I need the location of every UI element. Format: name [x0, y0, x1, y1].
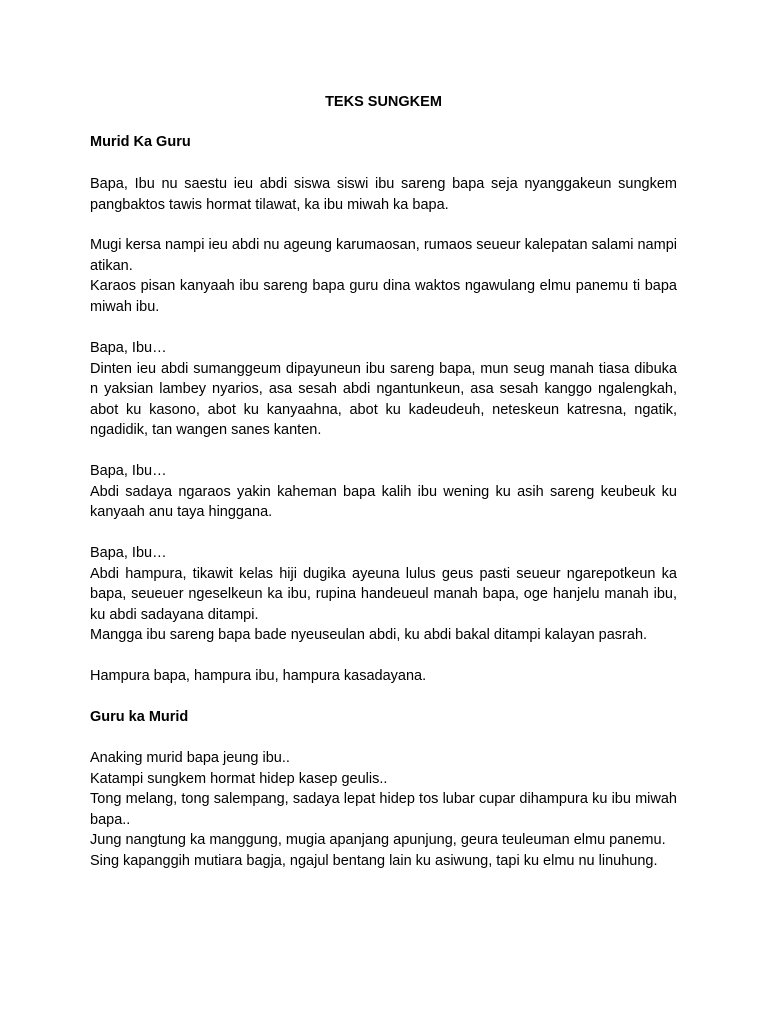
- paragraph-text: Anaking murid bapa jeung ibu..: [90, 750, 290, 766]
- paragraph-text: Sing kapanggih mutiara bagja, ngajul bentang lain ku asiwung, tapi ku elmu nu linuhung.: [90, 852, 658, 869]
- paragraph-text: Abdi hampura, tikawit kelas hiji dugika ayeuna lulus geus pasti seueur ngarepotkeun ka bapa, seueuer ngeselkeun ka ibu, rupina handeueul manah bapa, oge hanjelu manah ibu, ku abdi sadayana ditampi.: [90, 565, 677, 623]
- paragraph-1: [90, 174, 677, 215]
- paragraph-text: Bapa, Ibu nu saestu ieu abdi siswa siswi ibu sareng bapa seja nyanggakeun sungkem pangbaktos tawis hormat tilawat, ka ibu miwah ka bapa.: [90, 176, 677, 213]
- paragraph-text: Bapa, Ibu…: [90, 340, 167, 356]
- paragraph-text: Mugi kersa nampi ieu abdi nu ageung karumaosan, rumaos seueur kalepatan salami nampi atikan.: [90, 237, 677, 274]
- paragraph-text: Jung nangtung ka manggung, mugia apanjang apunjung, geura teuleuman elmu panemu.: [90, 832, 666, 848]
- paragraph-text: Bapa, Ibu…: [90, 545, 167, 561]
- document-page: [90, 0, 677, 1024]
- paragraph-4: [90, 461, 677, 523]
- paragraph-3: [90, 338, 677, 441]
- paragraph-text: Hampura bapa, hampura ibu, hampura kasadayana.: [90, 668, 427, 684]
- section-heading-guru-ka-murid: Guru ka Murid: [90, 709, 189, 725]
- paragraph-text: Katampi sungkem hormat hidep kasep geulis..: [90, 770, 388, 787]
- paragraph-text: Karaos pisan kanyaah ibu sareng bapa guru dina waktos ngawulang elmu panemu ti bapa miwah ibu.: [90, 278, 677, 315]
- paragraph-text: Mangga ibu sareng bapa bade nyeuseulan abdi, ku abdi bakal ditampi kalayan pasrah.: [90, 627, 648, 643]
- paragraph-5: [90, 543, 677, 646]
- document-title: TEKS SUNGKEM: [325, 94, 442, 110]
- section-heading-murid-ka-guru: Murid Ka Guru: [90, 134, 191, 150]
- paragraph-6: [90, 666, 677, 687]
- paragraph-text: Tong melang, tong salempang, sadaya lepat hidep tos lubar cupar dihampura ku ibu miwah bapa..: [90, 791, 677, 828]
- paragraph-text: Bapa, Ibu…: [90, 463, 167, 479]
- paragraph-2: [90, 235, 677, 317]
- paragraph-text: Dinten ieu abdi sumanggeum dipayuneun ibu sareng bapa, mun seug manah tiasa dibuka n yaksian lambey nyarios, asa sesah abdi ngantunkeun, asa sesah kanggo ngalengkah, abot ku kasono, abot ku kanyaahna, abot ku kadeudeuh, neteskeun katresna, ngatik, ngadidik, tan wangen sanes kanten.: [90, 360, 677, 438]
- paragraph-7: [90, 748, 677, 871]
- paragraph-text: Abdi sadaya ngaraos yakin kaheman bapa kalih ibu wening ku asih sareng keubeuk ku kanyaah anu taya hinggana.: [90, 483, 677, 520]
